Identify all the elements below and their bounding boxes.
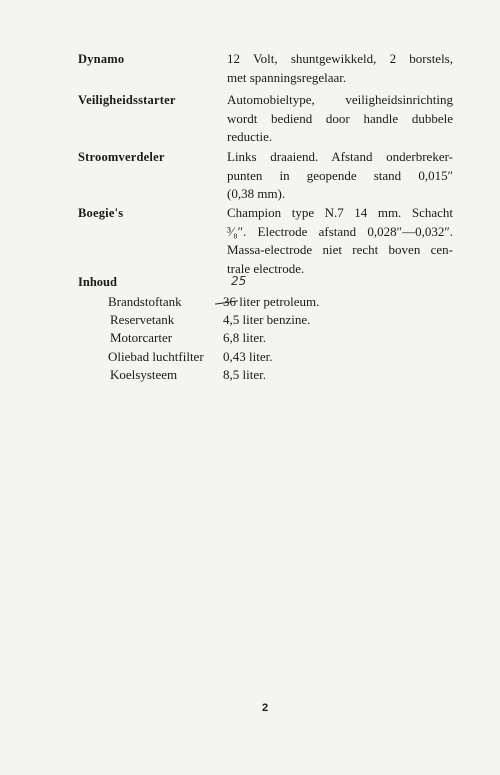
spec-value-line: punten in geopende stand 0,015″	[227, 167, 453, 183]
spec-value-line: Links draaiend. Afstand onderbreker-	[227, 149, 453, 164]
inhoud-item-value: 8,5 liter.	[223, 366, 266, 382]
spec-value-veiligheidsstarter	[227, 91, 453, 147]
inhoud-item-name: Brandstoftank	[108, 294, 182, 309]
spec-value-line: (0,38 mm).	[227, 186, 286, 202]
spec-value-line: wordt bediend door handle dubbele	[227, 110, 453, 126]
inhoud-item-value: 6,8 liter.	[223, 330, 266, 346]
inhoud-item-text: liter petroleum.	[236, 294, 320, 309]
spec-label-stroomverdeler: Stroomverdeler	[78, 150, 165, 164]
inhoud-item-value: 0,43 liter.	[223, 348, 273, 364]
spec-value-boegies	[227, 204, 453, 279]
spec-value-stroomverdeler	[227, 148, 453, 204]
spec-value-line: trale electrode.	[227, 261, 305, 277]
inhoud-item-name: Motorcarter	[110, 330, 173, 346]
spec-value-dynamo	[227, 50, 453, 87]
inhoud-item-name: Oliebad luchtfilter	[108, 348, 204, 364]
inhoud-heading: Inhoud	[78, 275, 117, 289]
inhoud-item-name: Reservetank	[110, 312, 175, 328]
spec-value-line: Automobieltype, veiligheidsinrichting	[227, 92, 453, 107]
spec-value-line: Champion type N.7 14 mm. Schacht	[227, 205, 453, 220]
spec-value-line: reductie.	[227, 129, 273, 145]
inhoud-item-value	[223, 293, 319, 311]
inhoud-item-value: 4,5 liter benzine.	[223, 312, 311, 328]
spec-value-line: Massa-electrode niet recht boven cen-	[227, 242, 453, 258]
spec-label-veiligheidsstarter: Veiligheidsstarter	[78, 93, 176, 107]
inhoud-item-name: Koelsysteem	[110, 366, 178, 382]
spec-value-line: ³⁄₈″. Electrode afstand 0,028″—0,032″.	[227, 223, 453, 239]
spec-value-line: met spanningsregelaar.	[227, 69, 347, 85]
handwritten-correction: 25	[231, 274, 247, 288]
page-number: 2	[262, 702, 269, 714]
spec-label-boegies: Boegie's	[78, 206, 124, 220]
spec-value-line: 12 Volt, shuntgewikkeld, 2 borstels,	[227, 51, 453, 66]
spec-label-dynamo: Dynamo	[78, 52, 125, 66]
struck-out-value: 36	[223, 293, 236, 311]
